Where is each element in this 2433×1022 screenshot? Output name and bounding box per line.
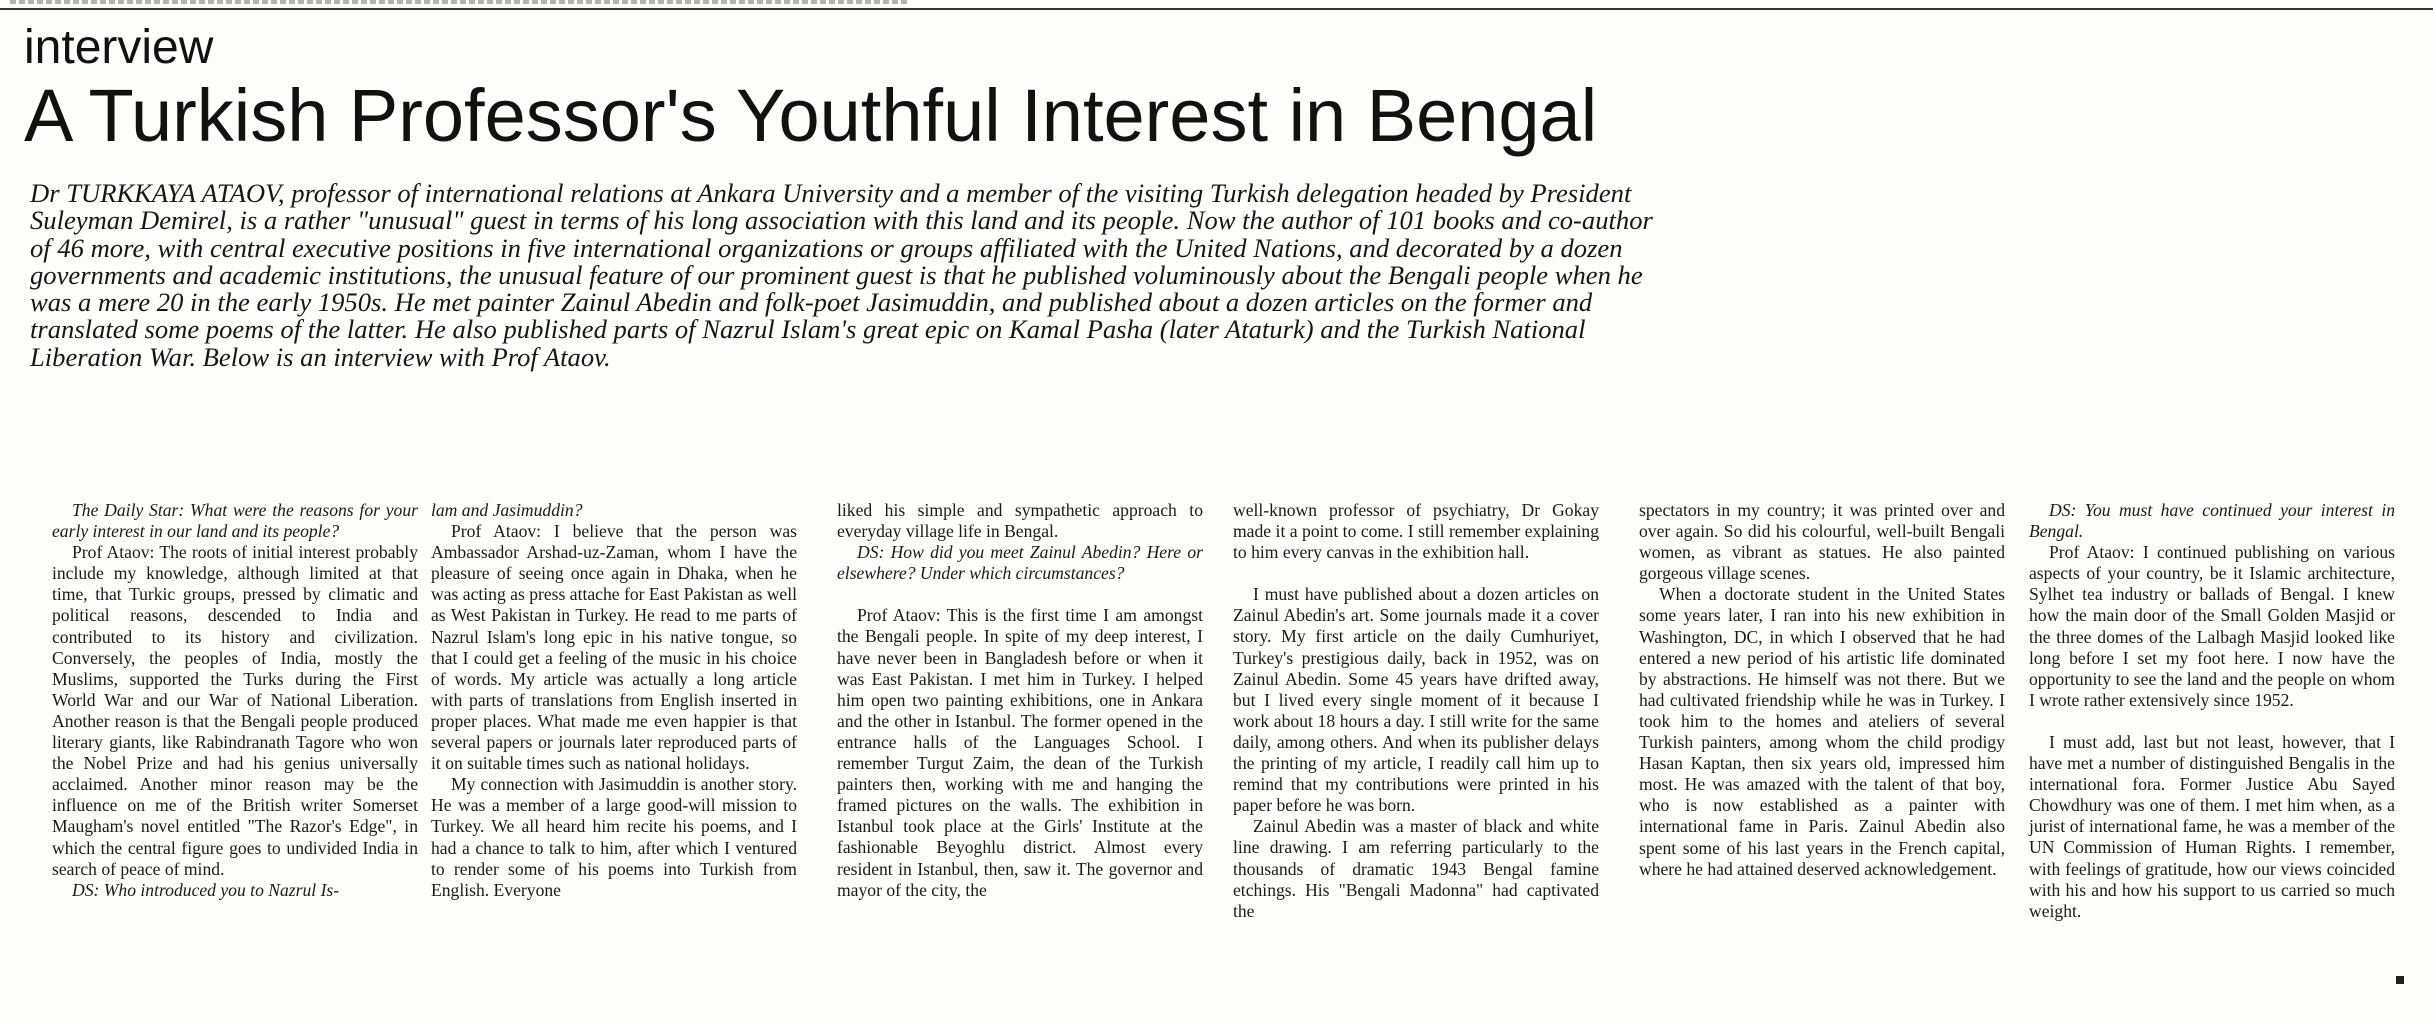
answer-paragraph: My connection with Jasimuddin is another story. He was a member of a large good-will mission to Turkey. We all heard him recite his poems, and I had a chance to talk to him, after which I ventured to render some of his poems into Turkish from English. Everyone (431, 774, 797, 900)
standfirst-intro: Dr TURKKAYA ATAOV, professor of international relations at Ankara University and a member of the visiting Turkish delegation headed by President Suleyman Demirel, is a rather "unusual" guest in terms of his long association with this land and its people. Now the author of 101 books and co-author of 46 more, with central executive positions in five international organizations or groups affiliated with the United Nations, and decorated by a dozen governments and academic institutions, the unusual feature of our prominent guest is that he published voluminously about the Bengali people when he was a mere 20 in the early 1950s. He met painter Zainul Abedin and folk-poet Jasimuddin, and published about a dozen articles on the former and translated some poems of the latter. He also published parts of Nazrul Islam's great epic on Kamal Pasha (later Ataturk) and the Turkish National Liberation War. Below is an interview with Prof Ataov. (30, 178, 1653, 372)
answer-paragraph: I must add, last but not least, however, that I have met a number of distinguished Bengalis in the international fora. Former Justice Abu Sayed Chowdhury was one of them. I met him when, as a jurist of international fame, he was a member of the UN Commission of Human Rights. I remember, with feelings of gratitude, how our views coincided with his and how his support to us carried so much weight. (2029, 731, 2395, 921)
end-of-article-mark (2396, 976, 2404, 984)
answer-paragraph: I must have published about a dozen articles on Zainul Abedin's art. Some journals made it a cover story. My first article on the daily Cumhuriyet, Turkey's prestigious daily, back in 1952, was on Zainul Abedin. Some 45 years have drifted away, but I lived every single moment of it because I work about 18 hours a day. I still write for the same daily, among others. And when its publisher delays the printing of my article, I readily call him up to remind that my contributions were printed in his paper before he was born. (1233, 584, 1599, 816)
article-column-4 (1233, 500, 1599, 922)
answer-paragraph: When a doctorate student in the United States some years later, I ran into his new exhibition in Washington, DC, in which I observed that he had entered a new period of his artistic life dominated by abstractions. He himself was not there. But we had cultivated friendship while he was in Turkey. I took him to the homes and ateliers of several Turkish painters, among whom the child prodigy Hasan Kaptan, then six years old, impressed him most. He was amazed with the talent of that boy, who is now established as a painter with international fame in Paris. Zainul Abedin also spent some of his last years in the French capital, where he had attained deserved acknowledgement. (1639, 584, 2005, 879)
section-kicker: interview (24, 21, 214, 74)
article-column-5 (1639, 500, 2005, 880)
article-column-1 (52, 500, 418, 901)
article-column-6 (2029, 500, 2395, 922)
article-column-2 (431, 500, 797, 901)
headline: A Turkish Professor's Youthful Interest in Bengal (24, 74, 1598, 157)
answer-paragraph: liked his simple and sympathetic approach to everyday village life in Bengal. (837, 500, 1203, 542)
question-paragraph: DS: Who introduced you to Nazrul Is- (72, 879, 340, 900)
question-paragraph: lam and Jasimuddin? (431, 500, 583, 520)
answer-paragraph: Zainul Abedin was a master of black and white line drawing. I am referring particularly to the thousands of dramatic 1943 Bengal famine etchings. His "Bengali Madonna" had captivated the (1233, 816, 1599, 921)
answer-paragraph: spectators in my country; it was printed over and over again. So did his colourful, well-built Bengali women, as vibrant as statues. He also painted gorgeous village scenes. (1639, 500, 2005, 584)
answer-paragraph: Prof Ataov: I believe that the person was Ambassador Arshad-uz-Zaman, whom I have the pleasure of seeing once again in Dhaka, when he was acting as press attache for East Pakistan as well as West Pakistan in Turkey. He read to me parts of Nazrul Islam's long epic in his native tongue, so that I could get a feeling of the music in his choice of words. My article was actually a long article with parts of translations from English inserted in proper places. What made me even happier is that several papers or journals later reproduced parts of it on suitable times such as national holidays. (431, 521, 797, 774)
answer-paragraph: Prof Ataov: I continued publishing on various aspects of your country, be it Islamic architecture, Sylhet tea industry or ballads of Bengal. I knew how the main door of the Small Golden Masjid or the three domes of the Lalbagh Masjid looked like long before I set my foot here. I now have the opportunity to see the land and the people on whom I wrote rather extensively since 1952. (2029, 542, 2395, 710)
question-paragraph: DS: You must have continued your interest in Bengal. (2029, 500, 2395, 542)
question-paragraph: DS: How did you meet Zainul Abedin? Here or elsewhere? Under which circumstances? (837, 542, 1203, 584)
question-paragraph: The Daily Star: What were the reasons for your early interest in our land and its people? (52, 500, 418, 542)
answer-paragraph: Prof Ataov: This is the first time I am amongst the Bengali people. In spite of my deep interest, I have never been in Bangladesh before or when it was East Pakistan. I met him in Turkey. I helped him open two painting exhibitions, one in Ankara and the other in Istanbul. The former opened in the entrance halls of the Languages School. I remember Turgut Zaim, the dean of the Turkish painters then, working with me and hanging the framed pictures on the walls. The exhibition in Istanbul took place at the Girls' Institute at the fashionable Beyoghlu district. Almost every resident in Istanbul, then, saw it. The governor and mayor of the city, the (837, 605, 1203, 900)
top-rule (0, 8, 2433, 10)
answer-paragraph: well-known professor of psychiatry, Dr Gokay made it a point to come. I still remember explaining to him every canvas in the exhibition hall. (1233, 500, 1599, 563)
answer-paragraph: Prof Ataov: The roots of initial interest probably include my knowledge, although limited at that time, that Turkic groups, pressed by climatic and political reasons, descended to India and contributed to its history and civilization. Conversely, the peoples of India, mostly the Muslims, supported the Turks during the First World War and our War of National Liberation. Another reason is that the Bengali people produced literary giants, like Rabindranath Tagore who won the Nobel Prize and had his genius universally acclaimed. Another minor reason may be the influence on me of the British writer Somerset Maugham's novel entitled "The Razor's Edge", in which the central figure goes to undivided India in search of peace of mind. (52, 542, 418, 879)
previous-article-text-strip (10, 0, 910, 4)
article-column-3 (837, 500, 1203, 901)
